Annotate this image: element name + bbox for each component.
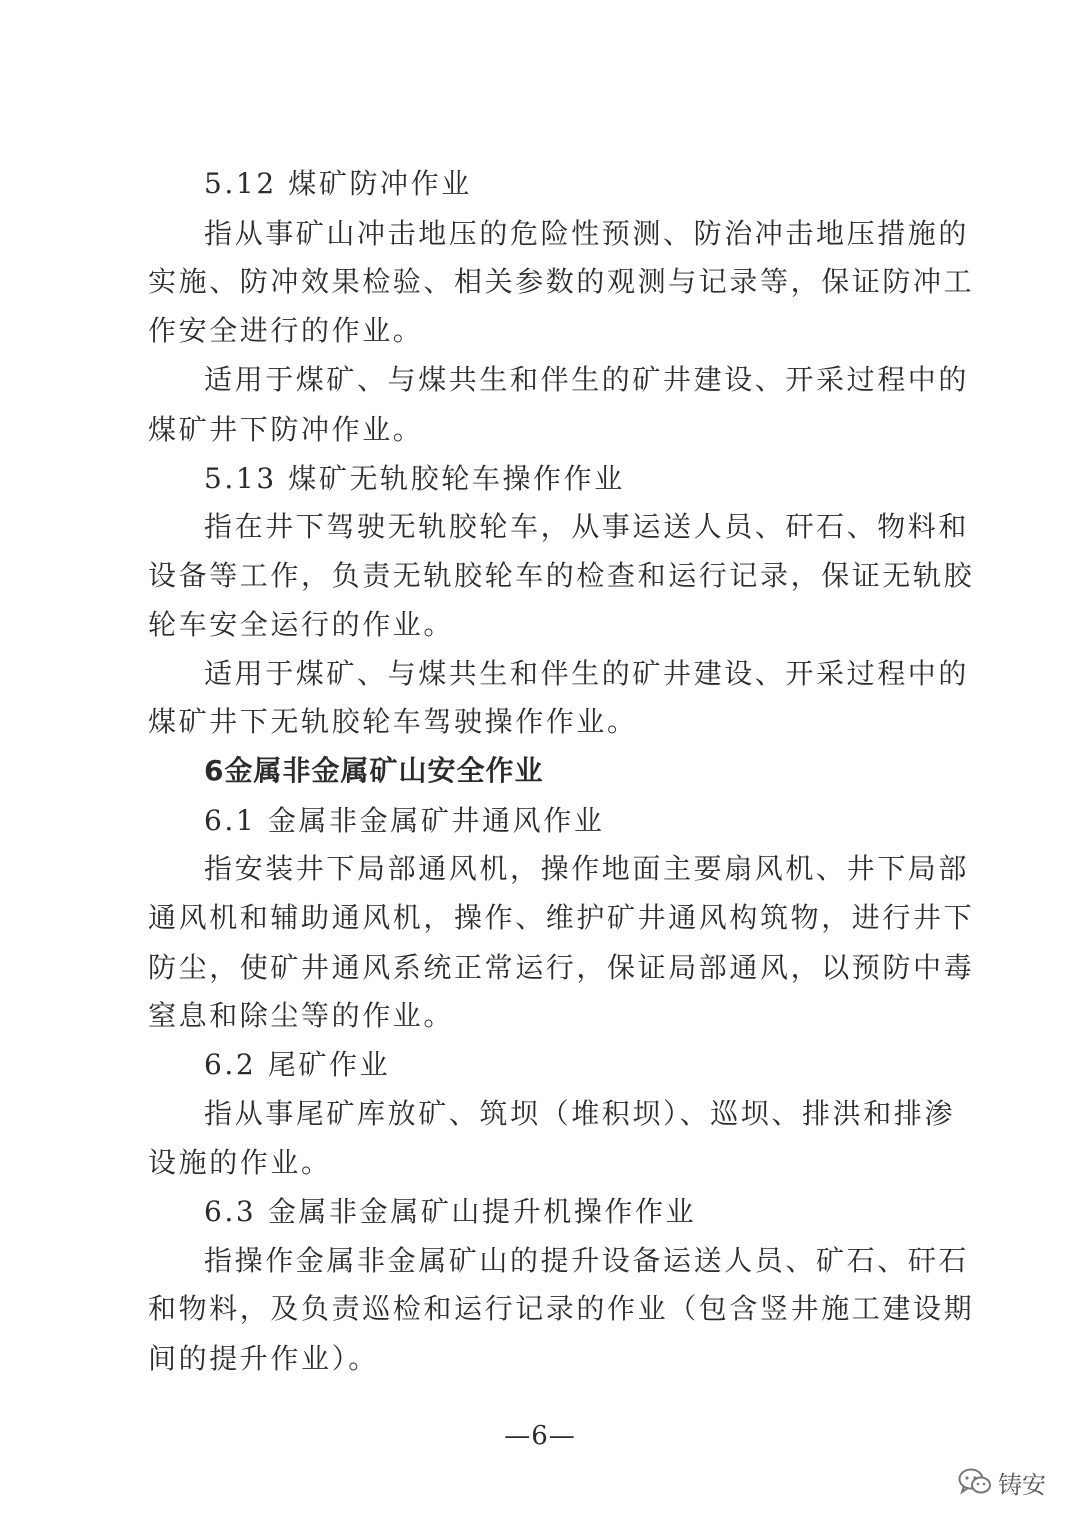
page-number: —6— [504, 1421, 576, 1451]
section-heading-5-12: 5.12 煤矿防冲作业 [204, 167, 472, 200]
paragraph-line: 适用于煤矿、与煤共生和伴生的矿井建设、开采过程中的 [204, 657, 970, 690]
paragraph-line: 煤矿井下防冲作业。 [148, 413, 424, 446]
section-heading-5-13: 5.13 煤矿无轨胶轮车操作作业 [204, 462, 625, 495]
section-heading-6-3: 6.3 金属非金属矿山提升机操作作业 [204, 1195, 697, 1228]
watermark [958, 1462, 1046, 1502]
chapter-heading-6: 6金属非金属矿山安全作业 [204, 754, 544, 787]
paragraph-line: 设施的作业。 [148, 1146, 332, 1179]
paragraph-line: 指在井下驾驶无轨胶轮车，从事运送人员、矸石、物料和 [204, 510, 970, 543]
paragraph-line: 煤矿井下无轨胶轮车驾驶操作作业。 [148, 705, 638, 738]
section-heading-6-2: 6.2 尾矿作业 [204, 1048, 391, 1081]
paragraph-line: 指安装井下局部通风机，操作地面主要扇风机、井下局部 [204, 852, 970, 885]
paragraph-line: 实施、防冲效果检验、相关参数的观测与记录等，保证防冲工 [148, 265, 975, 298]
wechat-icon [958, 1468, 992, 1496]
paragraph-line: 防尘，使矿井通风系统正常运行，保证局部通风，以预防中毒 [148, 951, 975, 984]
paragraph-line: 指从事尾矿库放矿、筑坝（堆积坝）、巡坝、排洪和排渗 [204, 1097, 956, 1130]
paragraph-line: 通风机和辅助通风机，操作、维护矿井通风构筑物，进行井下 [148, 901, 975, 934]
paragraph-line: 作安全进行的作业。 [148, 314, 424, 347]
paragraph-line: 指从事矿山冲击地压的危险性预测、防治冲击地压措施的 [204, 217, 970, 250]
paragraph-line: 窒息和除尘等的作业。 [148, 999, 455, 1032]
paragraph-line: 设备等工作，负责无轨胶轮车的检查和运行记录，保证无轨胶 [148, 559, 975, 592]
paragraph-line: 适用于煤矿、与煤共生和伴生的矿井建设、开采过程中的 [204, 363, 970, 396]
paragraph-line: 间的提升作业）。 [148, 1342, 379, 1375]
paragraph-line: 轮车安全运行的作业。 [148, 608, 455, 641]
paragraph-line: 和物料，及负责巡检和运行记录的作业（包含竖井施工建设期 [148, 1292, 975, 1325]
paragraph-line: 指操作金属非金属矿山的提升设备运送人员、矿石、矸石 [204, 1244, 970, 1277]
section-heading-6-1: 6.1 金属非金属矿井通风作业 [204, 804, 605, 837]
watermark-label: 铸安 [998, 1470, 1046, 1499]
